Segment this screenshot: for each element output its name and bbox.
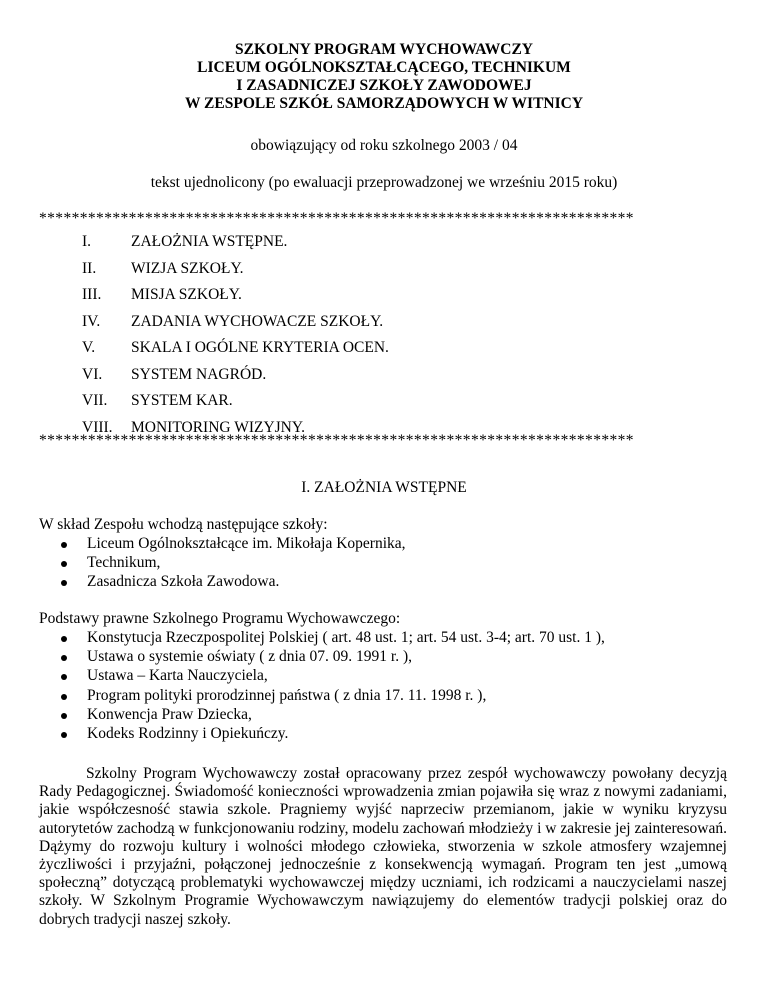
toc-title: ZAŁOŻNIA WSTĘPNE. [131,233,288,250]
bullet-icon [61,694,67,700]
toc-item [0,366,768,393]
toc-item [0,286,768,313]
legal-basis-list [0,629,605,744]
toc-title: MISJA SZKOŁY. [131,286,242,303]
toc-number: VI. [82,365,103,383]
toc-title: WIZJA SZKOŁY. [131,259,244,277]
unified-text-line: tekst ujednolicony (po ewaluacji przeprowadzonej we wrześniu 2015 roku) [150,174,618,191]
toc-number: V. [82,339,96,356]
toc-number: III. [82,286,102,303]
bullet-icon [61,732,67,738]
toc-item [0,392,768,419]
toc-item [0,313,768,340]
list-item: Kodeks Rodzinny i Opiekuńczy. [0,725,605,744]
bullet-icon [61,580,67,586]
list-item: Konwencja Praw Dziecka, [0,706,605,725]
body-paragraph: Szkolny Program Wychowawczy został opracowany przez zespół wychowawczy powołany decyzją Rady Pedagogicznej. Świadomość konieczności wprowadzenia zmian pojawiła się wraz z nowymi zadaniami, jakie współczesność stawia szkole. Pragniemy wyjść naprzeciw przemianom, jakie w wyniku kryzysu autorytetów zachodzą w funkcjonowaniu rodziny, modelu zachowań młodzieży i w zakresie jej zainteresowań. Dążymy do rozwoju kultury i wolności młodego człowieka, stworzenia w szkole atmosfery wzajemnej życzliwości i przyjaźni, połączonej jednocześnie z konsekwencją wymagań. Program ten jest „umową społeczną” dotyczącą problematyki wychowawczej między uczniami, ich rodzicami a nauczycielami naszej szkoły. W Szkolnym Programie Wychowawczym nawiązujemy do elementów tradycji polskiej oraz do dobrych tradycji naszej szkoły. [39,765,727,928]
list-item: Technikum, [0,554,406,573]
list-item: Liceum Ogólnokształcące im. Mikołaja Kopernika, [0,535,406,554]
list-item: Zasadnicza Szkoła Zawodowa. [0,573,406,592]
table-of-contents [0,233,768,445]
separator-top: ************************************************************************* [39,210,634,227]
body-paragraph-block [39,765,727,929]
toc-item [0,339,768,366]
toc-title: SKALA I OGÓLNE KRYTERIA OCEN. [131,339,389,356]
toc-number: I. [82,233,92,250]
toc-number: VIII. [82,418,113,436]
bullet-icon [61,636,67,642]
title-line-3: I ZASADNICZEJ SZKOŁY ZAWODOWEJ [236,77,532,94]
toc-item [0,260,768,287]
bullet-icon [61,713,67,719]
document-title [0,41,768,113]
list-item: Konstytucja Rzeczpospolitej Polskiej ( art. 48 ust. 1; art. 54 ust. 3-4; art. 70 ust. 1 ), [0,629,605,648]
title-line-1: SZKOLNY PROGRAM WYCHOWAWCZY [235,41,533,58]
legal-intro: Podstawy prawne Szkolnego Programu Wychowawczego: [39,610,401,627]
valid-from-line: obowiązujący od roku szkolnego 2003 / 04 [250,137,518,154]
bullet-icon [61,561,67,567]
separator-bottom: ************************************************************************* [39,432,634,449]
title-line-4: W ZESPOLE SZKÓŁ SAMORZĄDOWYCH W WITNICY [184,95,584,112]
toc-title: MONITORING WIZYJNY. [131,418,305,436]
toc-number: VII. [82,392,108,409]
schools-intro: W skład Zespołu wchodzą następujące szkoły: [39,516,328,533]
toc-number: II. [82,259,97,277]
bullet-icon [61,674,67,680]
list-item: Program polityki prorodzinnej państwa ( z dnia 17. 11. 1998 r. ), [0,687,605,706]
list-item: Ustawa – Karta Nauczyciela, [0,667,605,686]
list-item: Ustawa o systemie oświaty ( z dnia 07. 09. 1991 r. ), [0,648,605,667]
section-heading: I. ZAŁOŻNIA WSTĘPNE [301,479,467,496]
toc-title: ZADANIA WYCHOWACZE SZKOŁY. [131,312,384,330]
bullet-icon [61,655,67,661]
toc-item [0,233,768,260]
toc-title: SYSTEM KAR. [131,392,233,409]
toc-title: SYSTEM NAGRÓD. [131,365,267,383]
bullet-icon [61,542,67,548]
title-line-2: LICEUM OGÓLNOKSZTAŁCĄCEGO, TECHNIKUM [197,59,571,76]
toc-number: IV. [82,312,101,330]
schools-list [0,535,406,593]
